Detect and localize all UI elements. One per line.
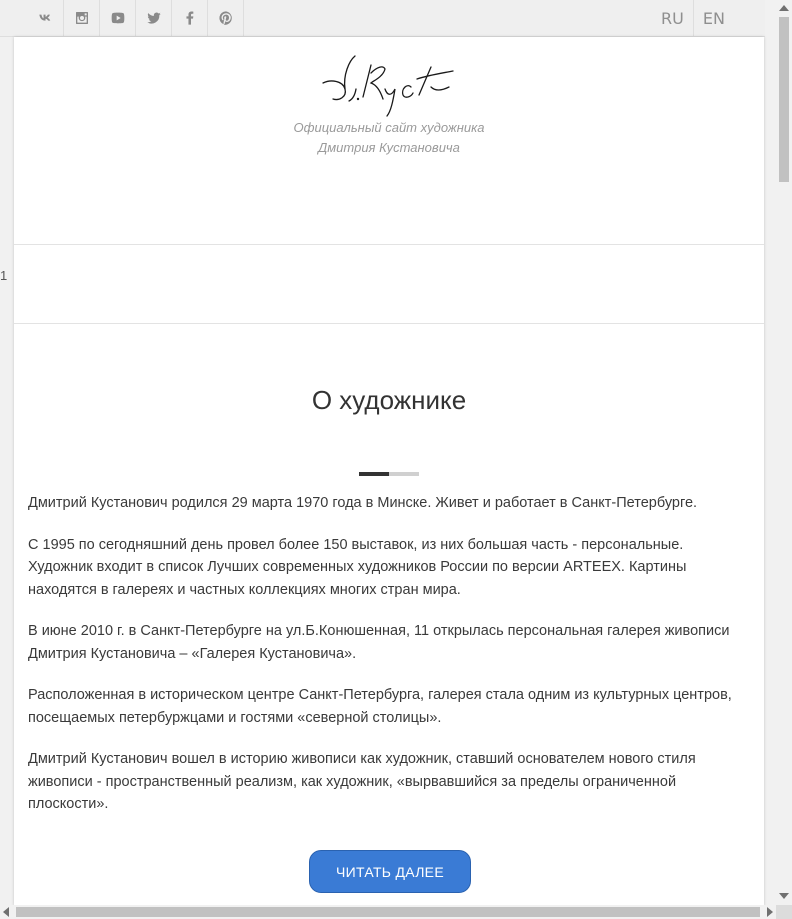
instagram-icon bbox=[74, 10, 90, 26]
divider bbox=[14, 244, 764, 245]
scrollbar-corner bbox=[776, 905, 792, 919]
scroll-up-arrow-icon[interactable] bbox=[779, 5, 789, 11]
signature-logo[interactable] bbox=[319, 53, 459, 119]
bio-paragraph: Дмитрий Кустанович родился 29 марта 1970 года в Минске. Живет и работает в Санкт-Петербурге. bbox=[28, 495, 698, 511]
twitter-link[interactable] bbox=[136, 0, 172, 36]
bio-paragraph: С 1995 по сегодняшний день провел более 150 выставок, из них большая часть - персональные. Художник входит в список Лучших современных художников России по версии ARTEEX. Картины находятся в галереях и частных коллекциях многих стран мира. bbox=[28, 536, 687, 598]
youtube-icon bbox=[110, 10, 126, 26]
bio-text bbox=[28, 492, 750, 835]
vertical-scroll-thumb[interactable] bbox=[779, 17, 789, 182]
vk-link[interactable] bbox=[28, 0, 64, 36]
language-switcher bbox=[652, 0, 734, 36]
read-more-button[interactable]: ЧИТАТЬ ДАЛЕЕ bbox=[309, 850, 471, 893]
title-separator bbox=[359, 472, 419, 476]
section-title: О художнике bbox=[311, 385, 467, 415]
scroll-left-arrow-icon[interactable] bbox=[3, 907, 9, 917]
site-tagline bbox=[14, 118, 764, 158]
bio-paragraph: Расположенная в историческом центре Санкт-Петербурга, галерея стала одним из культурных центров, посещаемых петербуржцами и гостями «северной столицы». bbox=[28, 687, 732, 726]
vk-icon bbox=[38, 10, 54, 26]
tagline-line-1: Официальный сайт художника bbox=[293, 120, 485, 135]
facebook-link[interactable] bbox=[172, 0, 208, 36]
bio-paragraph: Дмитрий Кустанович вошел в историю живописи как художник, ставший основателем нового стиля живописи - пространственный реализм, как художник, «вырвавшийся за пределы ограниченной плоскости». bbox=[28, 751, 696, 812]
youtube-link[interactable] bbox=[100, 0, 136, 36]
page-content bbox=[14, 37, 764, 906]
pinterest-link[interactable] bbox=[208, 0, 244, 36]
social-links bbox=[28, 0, 244, 36]
tagline-line-2: Дмитрия Кустановича bbox=[318, 140, 460, 155]
vertical-scrollbar[interactable] bbox=[776, 0, 792, 905]
instagram-link[interactable] bbox=[64, 0, 100, 36]
divider bbox=[14, 323, 764, 324]
scroll-right-arrow-icon[interactable] bbox=[767, 907, 773, 917]
top-bar bbox=[0, 0, 765, 37]
scroll-down-arrow-icon[interactable] bbox=[779, 893, 789, 899]
horizontal-scrollbar[interactable] bbox=[0, 905, 776, 919]
twitter-icon bbox=[146, 10, 162, 26]
bio-paragraph: В июне 2010 г. в Санкт-Петербурге на ул.Б.Конюшенная, 11 открылась персональная галерея живописи Дмитрия Кустановича – «Галерея Кустановича». bbox=[28, 623, 730, 662]
edge-text: 1 bbox=[0, 268, 8, 283]
pinterest-icon bbox=[218, 10, 234, 26]
lang-en[interactable]: EN bbox=[693, 0, 734, 36]
lang-ru[interactable]: RU bbox=[661, 8, 684, 28]
facebook-icon bbox=[182, 10, 198, 26]
horizontal-scroll-thumb[interactable] bbox=[16, 907, 760, 917]
